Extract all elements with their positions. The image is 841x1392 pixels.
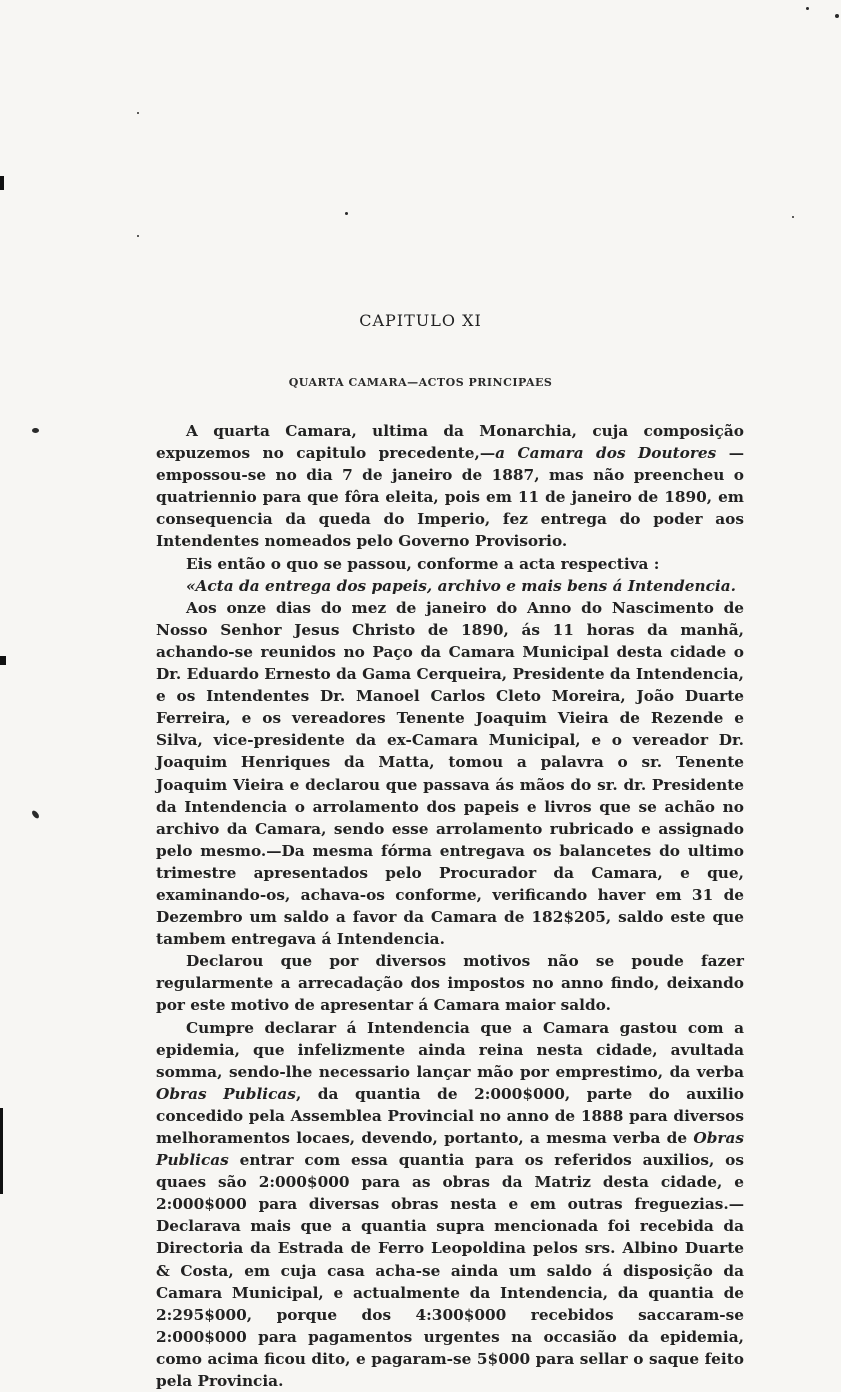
chapter-title: CAPITULO XI	[359, 311, 482, 330]
paragraph	[156, 597, 744, 951]
italic-text: «Acta da entrega dos papeis, archivo e mais bens á Intendencia.	[186, 576, 736, 595]
scan-speck	[137, 112, 139, 114]
italic-text: a Camara dos Doutores	[495, 444, 717, 463]
text-run: A quarta Camara, ultima da Monarchia, cuja composição expuzemos no capitulo precedente,—	[156, 422, 744, 463]
paragraph	[156, 553, 744, 575]
italic-text: Obras Publicas	[156, 1129, 744, 1170]
text-run: , da quantia de 2:000$000, parte do auxilio concedido pela Assemblea Provincial no anno de 1888 para diversos melhoramentos locaes, devendo, portanto, a mesma verba de	[156, 1084, 744, 1147]
scan-speck	[137, 235, 139, 237]
scan-speck	[835, 14, 839, 18]
scan-speck	[792, 216, 794, 218]
paragraph	[156, 575, 744, 597]
paragraph	[156, 950, 744, 1016]
text-run: Aos onze dias do mez de janeiro do Anno do Nascimento de Nosso Senhor Jesus Christo de 1890, ás 11 horas da manhã, achando-se reunidos no Paço da Camara Municipal desta cidade o Dr. Eduardo Ernesto da Gama Cerqueira, Presidente da Intendencia, e os Intendentes Dr. Manoel Carlos Cleto Moreira, João Duarte Ferreira, e os vereadores Tenente Joaquim Vieira de Rezende e Silva, vice-presidente da ex-Camara Municipal, e o vereador Dr. Joaquim Henriques da Matta, tomou a palavra o sr. Tenente Joaquim Vieira e declarou que passava ás mãos do sr. dr. Presidente da Intendencia o arrolamento dos papeis e livros que se achão no archivo da Camara, sendo esse arrolamento rubricado e assignado pelo mesmo.—Da mesma fórma entregava os balancetes do ultimo trimestre apresentados pelo Procurador da Camara, e que, examinando-os, achava-os conforme, verificando haver em 31 de Dezembro um saldo a favor da Camara de 182$205, saldo este que tambem entregava á Intendencia.	[156, 598, 744, 949]
page-edge-mark	[0, 656, 6, 665]
chapter-subtitle: QUARTA CAMARA—ACTOS PRINCIPAES	[288, 376, 553, 389]
text-run: Eis então o quo se passou, conforme a acta respectiva :	[186, 554, 660, 573]
page-edge-mark	[0, 1108, 3, 1194]
scan-speck	[31, 809, 41, 819]
scan-speck	[806, 7, 809, 10]
text-run: Declarou que por diversos motivos não se poude fazer regularmente a arrecadação dos impostos no anno findo, deixando por este motivo de apresentar á Camara maior saldo.	[156, 952, 744, 1015]
text-run: Cumpre declarar á Intendencia que a Camara gastou com a epidemia, que infelizmente ainda reina nesta cidade, avultada somma, sendo-lhe necessario lançar mão por emprestimo, da verba	[156, 1018, 744, 1081]
italic-text: Obras Publicas	[156, 1084, 296, 1103]
text-run: —empossou-se no dia 7 de janeiro de 1887, mas não preencheu o quatriennio para que fôra eleita, pois em 11 de janeiro de 1890, em consequencia da queda do Imperio, fez entrega do poder aos Intendentes nomeados pelo Governo Provisorio.	[156, 444, 744, 551]
body-text	[156, 420, 744, 1392]
paragraph	[156, 1017, 744, 1392]
scan-speck	[32, 428, 39, 433]
scan-speck	[345, 212, 348, 215]
page-edge-mark	[0, 176, 4, 190]
text-run: entrar com essa quantia para os referidos auxilios, os quaes são 2:000$000 para as obras da Matriz desta cidade, e 2:000$000 para diversas obras nesta e em outras freguezias.—Declarava mais que a quantia supra mencionada foi recebida da Directoria da Estrada de Ferro Leopoldina pelos srs. Albino Duarte & Costa, em cuja casa acha-se ainda um saldo á disposição da Camara Municipal, e actualmente da Intendencia, da quantia de 2:295$000, porque dos 4:300$000 recebidos saccaram-se 2:000$000 para pagamentos urgentes na occasião da epidemia, como acima ficou dito, e pagaram-se 5$000 para sellar o saque feito pela Provincia.	[156, 1151, 744, 1391]
paragraph	[156, 420, 744, 553]
